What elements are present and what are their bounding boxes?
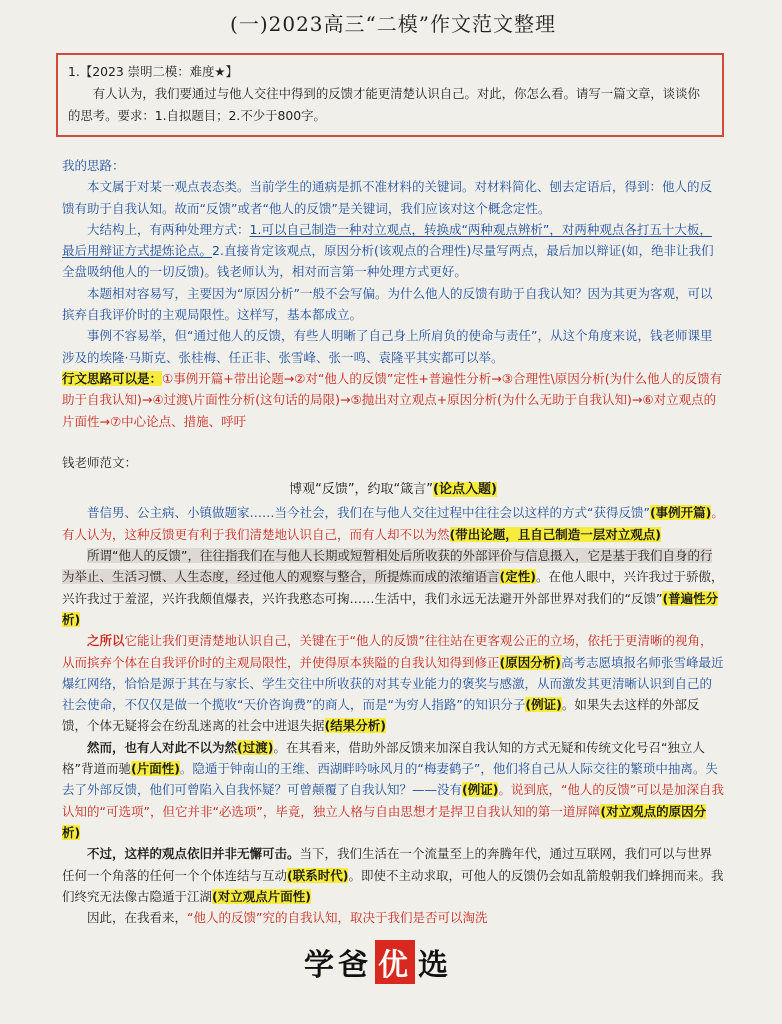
prompt-box bbox=[56, 53, 724, 137]
page-title: (一)2023高三“二模”作文范文整理 bbox=[230, 12, 556, 36]
route-label: 行文思路可以是： bbox=[62, 370, 163, 386]
essay-paragraph-3: 之所以它能让我们更清楚地认识自己，关键在于“他人的反馈”往往站在更客观公正的立场，依托于更清晰的视角，从而摈弃个体在自我评价时的主观局限性，并使得原本狭隘的自我认知得到修正(原因分析)高考志愿填报名师张雪峰最近爆红网络，恰恰是源于其在与家长、学生交往中所收获的对其专业能力的褒奖与感激，从而激发其更清晰认识到自己的社会使命，不仅仅是做一个揽收“天价咨询费”的商人，而是“为穷人指路”的知识分子(例证)。如果失去这样的外部反馈，个体无疑将会在纷乱迷离的社会中进退失据(结果分析) bbox=[62, 633, 724, 734]
route-text: ①事例开篇+带出论题→②对“他人的反馈”定性+普遍性分析→③合理性\原因分析(为什么他人的反馈有助于自我认知)→④过渡\片面性分析(这句话的局限)→⑤抛出对立观点+原因分析(为什么无助于自我认知)→⑥对立观点的片面性→⑦中心论点、措施、呼吁 bbox=[62, 370, 723, 429]
annotation-tag: (普遍性分析) bbox=[62, 590, 719, 627]
thinking-paragraph-4: 事例不容易举，但“通过他人的反馈，有些人明晰了自己身上所肩负的使命与责任”，从这个角度来说，钱老师课里涉及的埃隆·马斯克、张桂梅、任正非、张雪峰、张一鸣、袁隆平其实都可以举。 bbox=[62, 328, 713, 365]
essay-paragraph-6: 因此，在我看来，“他人的反馈”究的自我认知，取决于我们是否可以淘洗 bbox=[87, 910, 488, 926]
thinking-heading: 我的思路： bbox=[62, 158, 125, 173]
prompt-head: 1.【2023 崇明二模：难度★】 bbox=[68, 64, 238, 79]
essay-paragraph-5: 不过，这样的观点依旧并非无懈可击。当下，我们生活在一个流量至上的奔腾年代，通过互联网，我们可以与世界任何一个角落的任何一个个体连结与互动(联系时代)。即使不主动求取，可他人的反馈仍会如乱箭般朝我们蜂拥而来。我们终究无法像古隐遁于江湖(对立观点片面性) bbox=[62, 846, 724, 904]
annotation-tag: (对立观点片面性) bbox=[212, 888, 311, 904]
document-body bbox=[62, 155, 724, 928]
structure-option-2: 2.直接肯定该观点，原因分析(该观点的合理性)尽量写两点，最后加以辩证(如，绝非让我们全盘吸纳他人的一切反馈)。 bbox=[62, 243, 714, 280]
annotation-tag: (例证) bbox=[525, 697, 562, 713]
annotation-tag: (原因分析) bbox=[499, 654, 561, 670]
prompt-text: 有人认为，我们要通过与他人交往中得到的反馈才能更清楚认识自己。对此，你怎么看。请写一篇文章，谈谈你的思考。要求：1.自拟题目；2.不少于800字。 bbox=[68, 86, 700, 123]
essay-paragraph-1: 普信男、公主病、小镇做题家……当今社会，我们在与他人交往过程中往往会以这样的方式“获得反馈”(事例开篇)。有人认为，这种反馈更有利于我们清楚地认识自己，而有人却不以为然(带出论题，且自己制造一层对立观点) bbox=[62, 505, 724, 542]
watermark-logo: 学爸 优 选 bbox=[304, 940, 452, 984]
thinking-paragraph-2 bbox=[62, 219, 724, 283]
structure-intro: 大结构上，有两种处理方式： bbox=[87, 221, 250, 237]
essay-title-tag: (论点入题) bbox=[433, 482, 497, 498]
annotation-tag: (结果分析) bbox=[324, 718, 386, 734]
annotation-tag: (定性) bbox=[499, 569, 536, 585]
essay-paragraph-4: 然而，也有人对此不以为然(过渡)。在其看来，借助外部反馈来加深自我认知的方式无疑和传统文化号召“独立人格”背道而驰(片面性)。隐遁于钟南山的王维、西湖畔吟咏风月的“梅妻鹤子”，他们将自己从人际交往的繁琐中抽离。失去了外部反馈，他们可曾陷入自我怀疑？可曾颠覆了自我认知？——没有(例证)。说到底，“他人的反馈”可以是加深自我认知的“可选项”，但它并非“必选项”，毕竟，独立人格与自由思想才是捍卫自我认知的第一道屏障(对立观点的原因分析) bbox=[62, 739, 724, 840]
thinking-paragraph-1: 本文属于对某一观点表态类。当前学生的通病是抓不准材料的关键词。对材料简化、刨去定语后，得到：他人的反馈有助于自我认知。故而“反馈”或者“他人的反馈”是关键词，我们应该对这个概念定性。 bbox=[62, 179, 713, 216]
annotation-tag: (对立观点的原因分析) bbox=[62, 803, 707, 840]
essay-title: 博观“反馈”，约取“箴言” bbox=[289, 482, 434, 498]
essay-title-line bbox=[62, 479, 724, 500]
route-paragraph bbox=[62, 368, 724, 432]
structure-option-1: 1.可以自己制造一种对立观点，转换成“两种观点辨析”，对两种观点各打五十大板，最后用辩证方式提炼论点。 bbox=[62, 221, 712, 259]
structure-conclusion: 钱老师认为，相对而言第一种处理方式更好。 bbox=[216, 264, 467, 280]
annotation-tag: (例证) bbox=[462, 782, 499, 798]
annotation-tag: (事例开篇) bbox=[649, 505, 712, 521]
annotation-tag: (片面性) bbox=[130, 761, 180, 777]
annotation-tag: (带出论题，且自己制造一层对立观点) bbox=[449, 526, 661, 542]
thinking-paragraph-3: 本题相对容易写，主要因为“原因分析”一般不会写偏。为什么他人的反馈有助于自我认知？因为其更为客观，可以摈弃自我评价时的主观局限性。这样写，基本都成立。 bbox=[62, 285, 713, 323]
annotation-tag: (联系时代) bbox=[287, 867, 349, 883]
essay-paragraph-2: 所谓“他人的反馈”，往往指我们在与他人长期或短暂相处后所收获的外部评价与信息摄入，它是基于我们自身的行为举止、生活习惯、人生态度，经过他人的观察与整合，所提炼而成的浓缩语言(定性)。在他人眼中，兴许我过于骄傲，兴许我过于羞涩，兴许我颇值爆表，兴许我憨态可掬……生活中，我们永远无法避开外部世界对我们的“反馈”(普遍性分析) bbox=[62, 548, 724, 627]
annotation-tag: (过渡) bbox=[237, 739, 274, 755]
essay-label: 钱老师范文： bbox=[62, 454, 138, 470]
